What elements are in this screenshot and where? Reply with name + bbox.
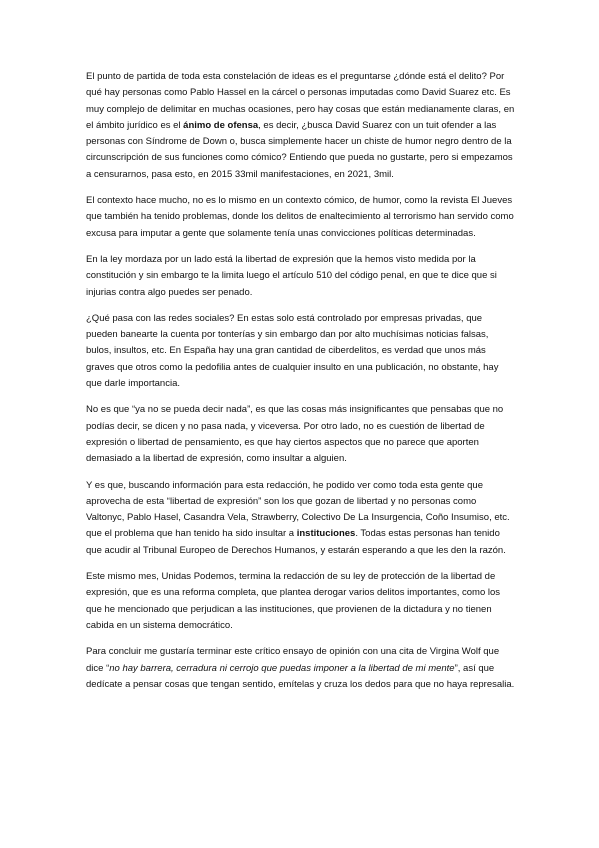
bold-phrase: instituciones bbox=[296, 528, 356, 540]
paragraph-text: Este mismo mes, Unidas Podemos, termina la redacción de su ley de protección de la libertad de expresión, que es una reforma completa, que plantea derogar varios delitos importantes, como los que he mencionado que perjudican a las instituciones, que provienen de la dictadura y no tienen cabida en un sistema democrático. bbox=[86, 571, 501, 631]
paragraph-text: En la ley mordaza por un lado está la libertad de expresión que la hemos visto medida por la constitución y sin embargo te la limita luego el artículo 510 del código penal, en que te dice que si injurias contra algo puedes ser penado. bbox=[86, 253, 497, 298]
italic-quote: no hay barrera, cerradura ni cerrojo que puedas imponer a la libertad de mi mente bbox=[109, 662, 455, 674]
paragraph-text: ¿Qué pasa con las redes sociales? En estas solo está controlado por empresas privadas, que pueden banearte la cuenta por tonterías y sin embargo dan por alto muchísimas noticias falsas, bulos, insultos, etc. En España hay una gran cantidad de ciberdelitos, es verdad que unos más graves que otros como la pedofilia antes de cualquier insulto en una publicación, no obstante, hay que darle importancia. bbox=[86, 312, 499, 390]
paragraph-5 bbox=[86, 402, 516, 467]
paragraph-text: El contexto hace mucho, no es lo mismo en un contexto cómico, de humor, como la revista El Jueves que también ha tenido problemas, donde los delitos de enaltecimiento al terrorismo han servido como excusa para imputar a gente que solamente tenía unas convicciones políticas determinadas. bbox=[86, 195, 514, 239]
paragraph-2 bbox=[86, 193, 516, 242]
bold-phrase: ánimo de ofensa bbox=[183, 119, 259, 131]
document-page bbox=[86, 69, 516, 703]
paragraph-8 bbox=[86, 644, 516, 693]
paragraph-text: , es decir, ¿busca David Suarez con un tuit ofender a las personas con Síndrome de Down o, busca simplemente hacer un chiste de humor negro dentro de la circunscripción de sus funciones como cómico? Entiendo que pueda no gustarte, pero si empezamos a censurarnos, pasa esto, en 2015 33mil manifestaciones, en 2021, 3mil. bbox=[86, 119, 513, 180]
paragraph-text: Y es que, buscando información para esta redacción, he podido ver como toda esta gente que aprovecha de esta “libertad de expresión” son los que gozan de libertad y no personas como Valtonyc, Pablo Hasel, Casandra Vela, Strawberry, Colectivo De La Insurgencia, Coño Insumiso, etc. que el problema que han tenido ha sido insultar a bbox=[86, 479, 510, 540]
paragraph-6 bbox=[86, 478, 516, 559]
paragraph-text: El punto de partida de toda esta constelación de ideas es el preguntarse ¿dónde está el delito? Por qué hay personas como Pablo Hassel en la cárcel o personas imputadas como David Suarez etc. Es muy complejo de delimitar en muchas ocasiones, pero hay cosas que están medianamente claras, en el ámbito jurídico es el bbox=[86, 71, 515, 131]
paragraph-text: . Todas estas personas han tenido que acudir al Tribunal Europeo de Derechos Humanos, y estarán esperando a que les den la razón. bbox=[86, 528, 506, 556]
paragraph-1 bbox=[86, 69, 516, 183]
paragraph-3 bbox=[86, 252, 516, 301]
paragraph-text: ”, así que dedícate a pensar cosas que tengan sentido, emítelas y cruza los dedos para que no haya represalia. bbox=[86, 662, 515, 690]
paragraph-4 bbox=[86, 311, 516, 392]
paragraph-7 bbox=[86, 569, 516, 634]
paragraph-text: No es que “ya no se pueda decir nada”, es que las cosas más insignificantes que pensabas que no podías decir, se dicen y no pasa nada, y viceversa. Por otro lado, no es cuestión de libertad de expresión o libertad de pensamiento, es que hay ciertos aspectos que no parece que aporten demasiado a la libertad de expresión, como insultar a alguien. bbox=[86, 404, 504, 465]
paragraph-text: Para concluir me gustaría terminar este crítico ensayo de opinión con una cita de Virgina Wolf que dice “ bbox=[86, 646, 500, 674]
